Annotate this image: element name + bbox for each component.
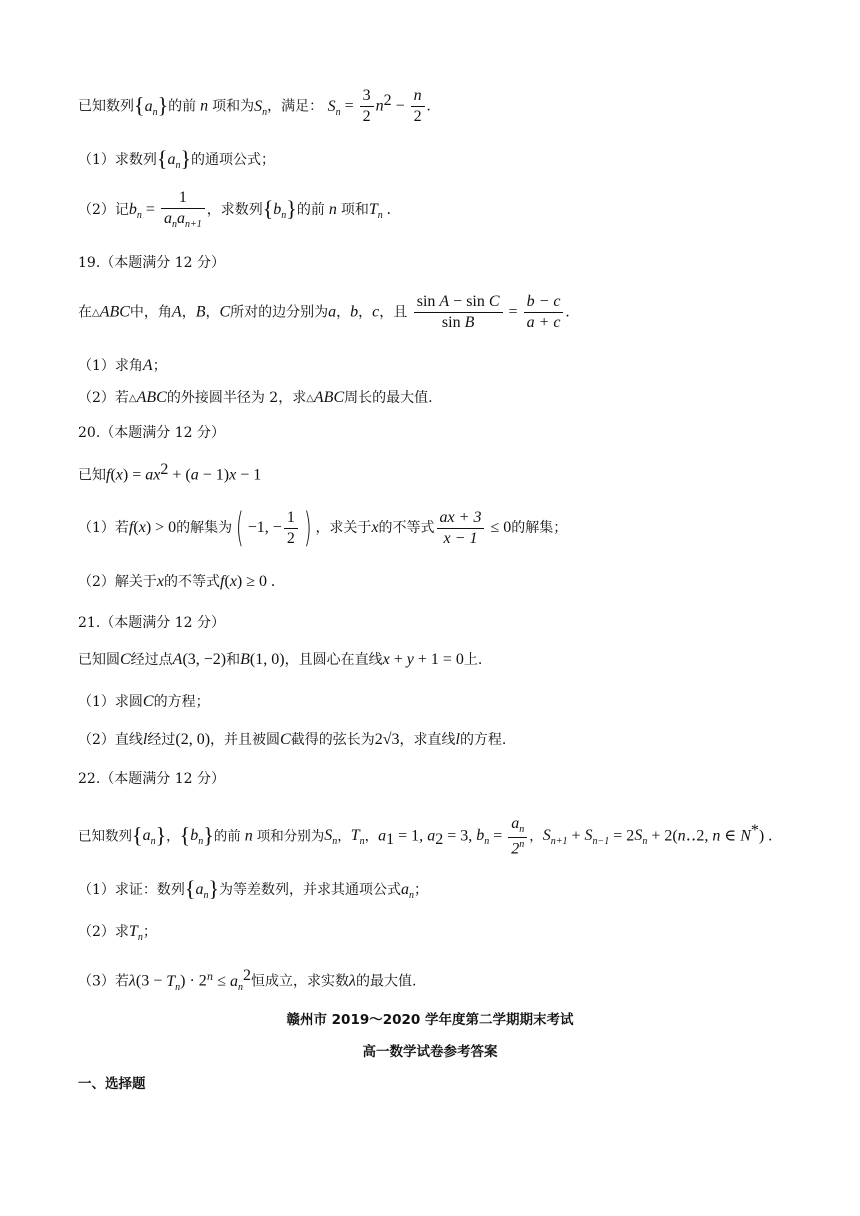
- q22-header: 22.（本题满分 12 分）: [78, 771, 225, 787]
- q19-stem: 在△ABC中，角A，B，C所对的边分别为a，b，c，且 $\frac{\text{sin A − sin C}}{\text{sin B}}$ = $\frac{b - c}{a + c}$ .: [78, 293, 570, 331]
- answer-section-heading: 一、选择题: [78, 1076, 146, 1092]
- q18-stem: 已知数列$\{a_n\}$的前 n 项和为$S_n$，满足： $S_n$ = $\frac{3}{2}$ $n^2$ − $\frac{n}{2}$ .: [78, 87, 431, 125]
- q19-header: 19.（本题满分 12 分）: [78, 255, 225, 271]
- q20-stem: 已知$f(x) = ax^2 + (a - 1)x - 1$: [78, 461, 262, 484]
- q21-part2: （2）直线l经过(2, 0)，并且被圆C截得的弦长为2√3，求直线l的方程.: [78, 731, 507, 748]
- q21-part1: （1）求圆C的方程；: [78, 693, 210, 710]
- q22-part3: （3）若$\lambda(3 - T_n) \cdot 2^n \le a_n^2$恒成立，求实数λ的最大值.: [78, 967, 417, 993]
- q18-part2: （2）记$b_n$ = $\frac{1}{a_na_{n+1}}$ ，求数列$\{b_n\}$的前 n 项和$T_n$ .: [78, 189, 391, 231]
- q21-header: 21.（本题满分 12 分）: [78, 615, 225, 631]
- q19-part1: （1）求角A；: [78, 357, 167, 374]
- q22-part2: （2）求$T_n$；: [78, 923, 157, 944]
- q20-part1: （1）若f(x) > 0的解集为( −1, − $\frac{1}{2}$ ) ，求关于x的不等式 $\frac{ax + 3}{x - 1}$ ≤ 0的解集；: [78, 505, 568, 551]
- q21-stem: 已知圆C经过点A(3, −2)和B(1, 0)，且圆心在直线x + y + 1 = 0上.: [78, 651, 483, 668]
- q19-part2: （2）若△ABC的外接圆半径为 2，求△ABC周长的最大值.: [78, 389, 433, 406]
- q20-header: 20.（本题满分 12 分）: [78, 425, 225, 441]
- q22-part1: （1）求证：数列$\{a_n\}$为等差数列，并求其通项公式$a_n$；: [78, 876, 429, 902]
- answer-subtitle: 高一数学试卷参考答案: [362, 1044, 498, 1060]
- q22-stem: 已知数列$\{a_n\}$，$\{b_n\}$的前 n 项和分别为$S_n$，$T_n$，$a_1 = 1$, $a_2 = 3$, $b_n$ = $\frac{a_n}{2^n}$ ，$S_{n+1} + S_{n-1} = 2S_n$ + 2(n‥2, n ∈ N*) .: [78, 815, 773, 858]
- q18-part1: （1）求数列$\{a_n\}$的通项公式；: [78, 146, 276, 172]
- q20-part2: （2）解关于x的不等式f(x) ≥ 0 .: [78, 573, 276, 590]
- answer-title: 赣州市 2019～2020 学年度第二学期期末考试: [286, 1012, 574, 1028]
